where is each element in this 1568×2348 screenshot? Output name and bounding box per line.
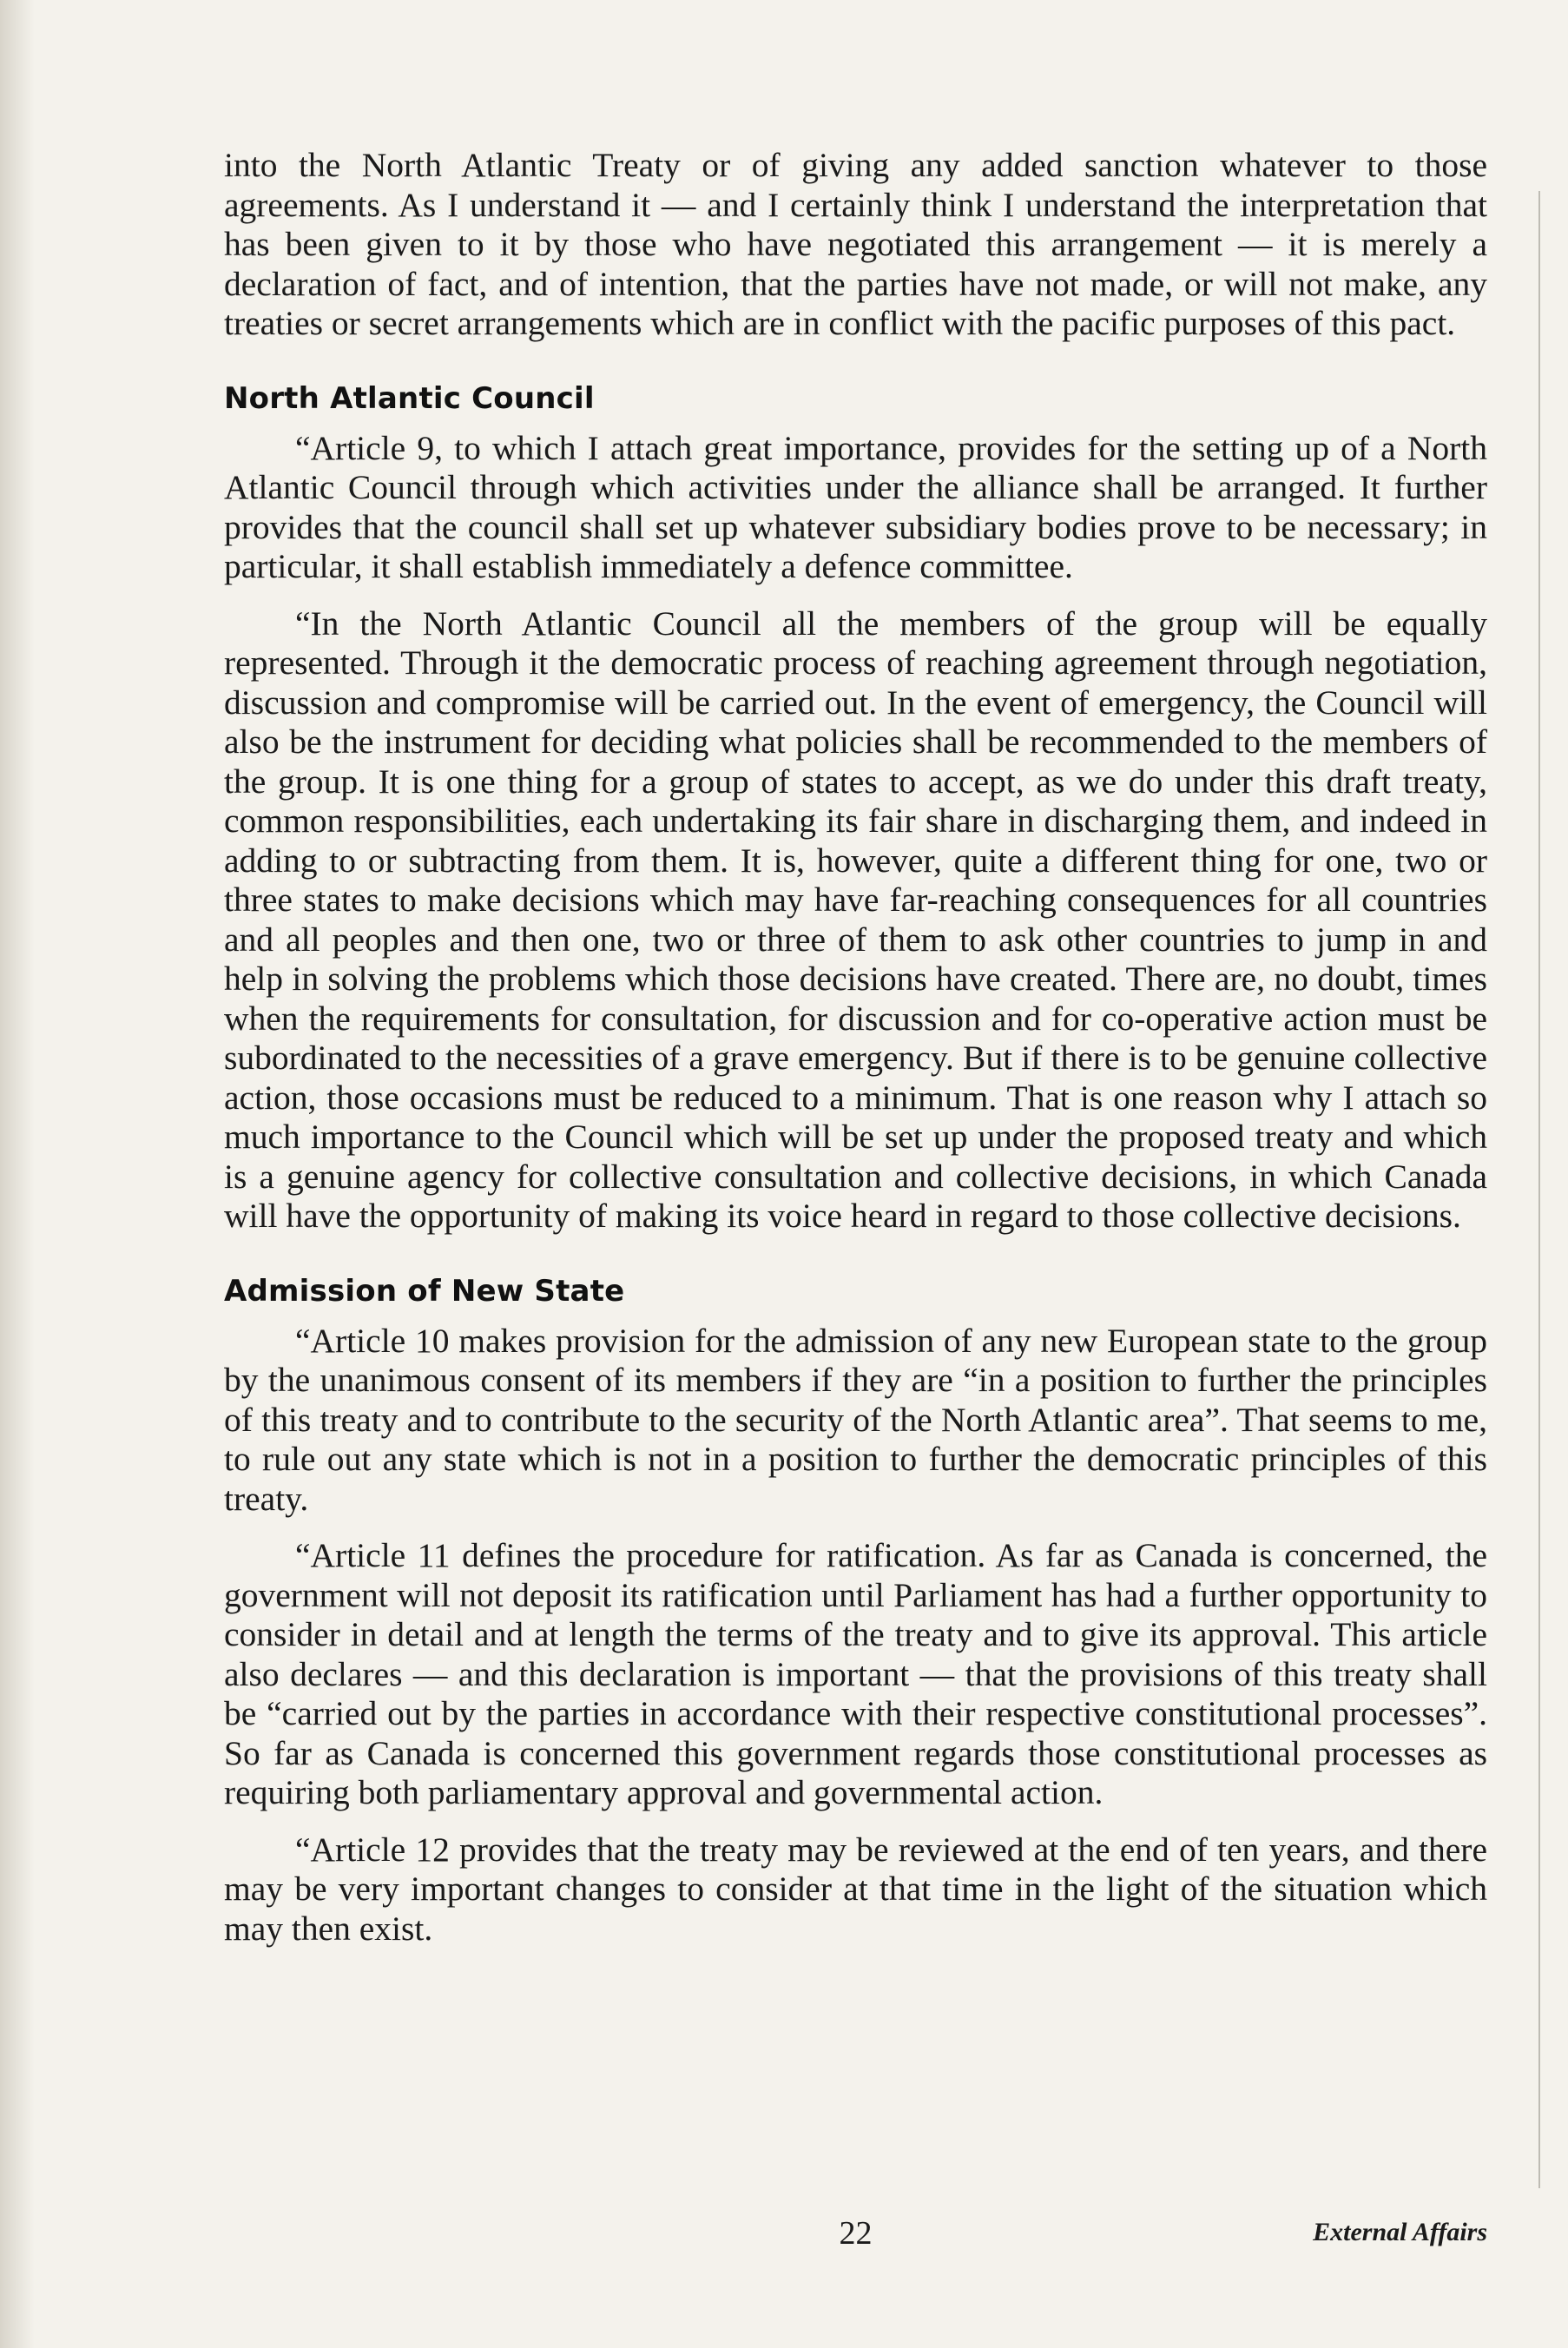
article-9-paragraph: “Article 9, to which I attach great importance, provides for the setting up of a North Atlantic Council through which activities under the alliance shall be arranged. It further provides that the council shall set up whatever subsidiary bodies prove to be necessary; in particular, it shall establish immediately a defence committee. [224, 428, 1487, 585]
document-page [224, 146, 1487, 1966]
scan-edge-rule [1538, 191, 1540, 2188]
publication-title: External Affairs [1313, 2218, 1487, 2246]
page-footer [224, 2214, 1487, 2258]
article-10-paragraph: “Article 10 makes provision for the admission of any new European state to the group by the unanimous consent of its members if they are “in a position to further the principles of this treaty and to contribute to the security of the North Atlantic area”. That seems to me, to rule out any state which is not in a position to further the democratic principles of this treaty. [224, 1321, 1487, 1518]
article-11-paragraph: “Article 11 defines the procedure for ratification. As far as Canada is concerned, the government will not deposit its ratification until Parliament has had a further opportunity to consider in detail and at length the terms of the treaty and to give its approval. This article also declares — and this declaration is important — that the provisions of this treaty shall be “carried out by the parties in accordance with their respective constitutional processes”. So far as Canada is concerned this government regards those constitutional processes as requiring both parliamentary approval and governmental action. [224, 1536, 1487, 1811]
page-number: 22 [839, 2215, 873, 2252]
article-12-paragraph: “Article 12 provides that the treaty may be reviewed at the end of ten years, and there may be very important changes to consider at that time in the light of the situation which may then exist. [224, 1830, 1487, 1948]
section-heading-admission-of-new-state: Admission of New State [224, 1273, 625, 1309]
page-binding-edge [0, 0, 35, 2348]
section-heading-north-atlantic-council: North Atlantic Council [224, 380, 595, 416]
council-representation-paragraph: “In the North Atlantic Council all the members of the group will be equally represented. Through it the democratic process of reaching agreement through negotiation, discussion and compromise will be carried out. In the event of emergency, the Council will also be the instrument for deciding what policies shall be recommended to the members of the group. It is one thing for a group of states to accept, as we do under this draft treaty, common responsibilities, each undertaking its fair share in discharging them, and indeed in adding to or subtracting from them. It is, however, quite a different thing for one, two or three states to make decisions which may have far-reaching consequences for all countries and all peoples and then one, two or three of them to ask other countries to jump in and help in solving the problems which those decisions have created. There are, no doubt, times when the requirements for consultation, for discussion and for co-operative action must be subordinated to the necessities of a grave emergency. But if there is to be genuine collective action, those occasions must be reduced to a minimum. That is one reason why I attach so much importance to the Council which will be set up under the proposed treaty and which is a genuine agency for collective consultation and collective decisions, in which Canada will have the opportunity of making its voice heard in regard to those collective decisions. [224, 603, 1487, 1235]
intro-paragraph: into the North Atlantic Treaty or of giving any added sanction whatever to those agreements. As I understand it — and I certainly think I understand the interpretation that has been given to it by those who have negotiated this arrangement — it is merely a declaration of fact, and of intention, that the parties have not made, or will not make, any treaties or secret arrangements which are in conflict with the pacific purposes of this pact. [224, 146, 1487, 342]
